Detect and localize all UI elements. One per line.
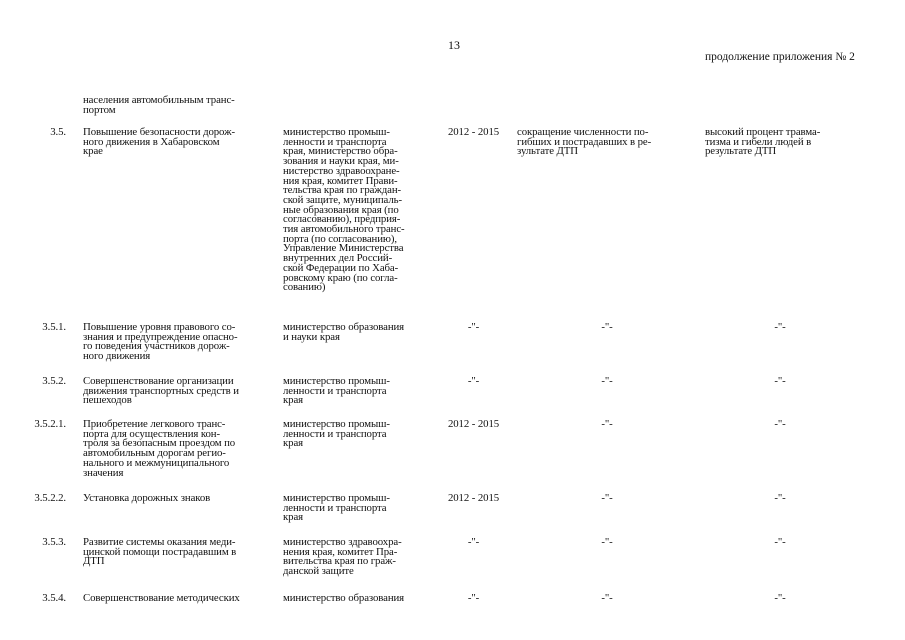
- page-number: 13: [448, 38, 460, 52]
- term: -"-: [467, 592, 480, 604]
- risk: -"-: [774, 418, 786, 430]
- term: -"-: [467, 536, 480, 548]
- risk: -"-: [774, 321, 786, 333]
- activity-name: Повышение безопасности дорож- ного движения в Хабаровском крае: [83, 126, 235, 158]
- executor: министерство образования и науки края: [283, 321, 405, 343]
- activity-name: Развитие системы оказания меди- цинской помощи пострадавшим в ДТП: [83, 536, 237, 568]
- executor: министерство промыш- ленности и транспорта края: [283, 418, 390, 450]
- risk: -"-: [774, 375, 786, 387]
- activity-name: населения автомобильным транс- портом: [83, 94, 235, 116]
- item-number: 3.5.4.: [42, 592, 66, 604]
- item-number: 3.5.2.: [42, 375, 66, 387]
- activity-name: Установка дорожных знаков: [83, 492, 211, 504]
- executor: министерство промыш- ленности и транспорта края: [283, 492, 390, 524]
- activity-name: Совершенствование организации движения транспортных средств и пешеходов: [83, 375, 239, 407]
- activity-name: Совершенствование методических: [83, 592, 240, 604]
- term: -"-: [467, 375, 480, 387]
- activity-name: Приобретение легкового транс- порта для осуществления кон- троля за безопасным проездом по автомобильным дорогам регио- нального и межмуниципального значения: [83, 418, 236, 479]
- expected-result: -"-: [601, 321, 613, 333]
- item-number: 3.5.2.2.: [34, 492, 66, 504]
- item-number: 3.5.: [50, 126, 66, 138]
- term: 2012 - 2015: [447, 418, 500, 430]
- expected-result: -"-: [601, 536, 613, 548]
- item-number: 3.5.1.: [42, 321, 66, 333]
- term: -"-: [467, 321, 480, 333]
- expected-result: -"-: [601, 492, 613, 504]
- executor: министерство образования: [283, 592, 405, 604]
- executor: министерство здравоохра- нения края, комитет Пра- вительства края по граж- данской защите: [283, 536, 402, 578]
- risk: -"-: [774, 492, 786, 504]
- continuation-note: продолжение приложения № 2: [705, 51, 855, 63]
- item-number: 3.5.3.: [42, 536, 66, 548]
- term: 2012 - 2015: [447, 492, 500, 504]
- term: 2012 - 2015: [447, 126, 500, 138]
- risk: высокий процент травма- тизма и гибели людей в результате ДТП: [705, 126, 821, 158]
- expected-result: -"-: [601, 375, 613, 387]
- expected-result: сокращение численности по- гибших и пострадавших в ре- зультате ДТП: [517, 126, 652, 158]
- executor: министерство промыш- ленности и транспорта края: [283, 375, 390, 407]
- risk: -"-: [774, 592, 786, 604]
- executor: министерство промыш- ленности и транспорта края, министерство обра- зования и науки края, ми- нистерство здравоохране- ния края, комитет Прави- тельства края по граждан- ской защите, муниципаль- ные образования края (по согласованию), предприя- тия автомобильного транс- порта (по согласованию), Управление Министерства внутренних дел Россий- ской Федерации по Хаба- ровскому краю (по согла- сованию): [283, 126, 405, 294]
- expected-result: -"-: [601, 592, 613, 604]
- risk: -"-: [774, 536, 786, 548]
- item-number: 3.5.2.1.: [34, 418, 66, 430]
- expected-result: -"-: [601, 418, 613, 430]
- activity-name: Повышение уровня правового со- знания и предупреждение опасно- го поведения участников дорож- ного движения: [83, 321, 238, 363]
